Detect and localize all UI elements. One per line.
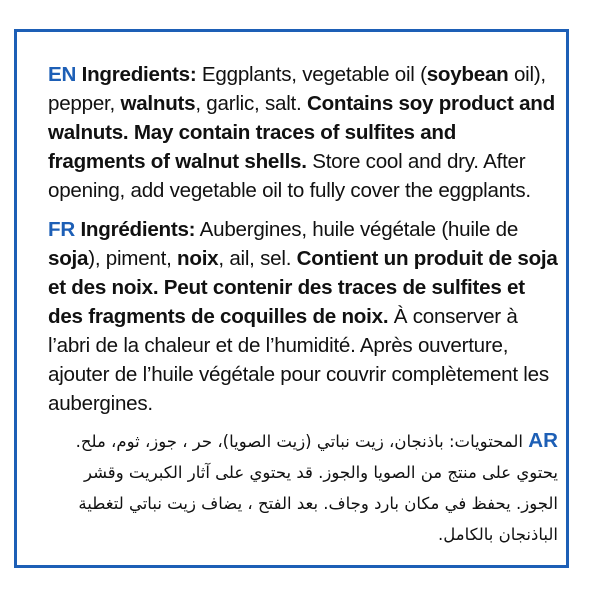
ingredients-text-en-2: oil), pepper, bbox=[48, 63, 546, 115]
ingredients-text-en-1: Eggplants, vegetable oil ( bbox=[196, 63, 427, 86]
allergen-warning-en: Contains soy product and walnuts. May contain traces of sulfites and fragments of walnut shells. bbox=[48, 92, 555, 173]
ingredients-text-fr-1: Aubergines, huile végétale (huile de bbox=[195, 218, 519, 241]
language-code-en: EN bbox=[48, 63, 77, 86]
storage-text-en: Store cool and dry. After opening, add vegetable oil to fully cover the eggplants. bbox=[48, 150, 531, 202]
storage-text-fr: À conserver à l’abri de la chaleur et de l’humidité. Après ouverture, ajouter de l’huile végétale pour couvrir complètement les aubergines. bbox=[48, 305, 549, 415]
english-ingredients bbox=[48, 60, 558, 205]
ingredients-text-en-3: , garlic, salt. bbox=[195, 92, 307, 115]
allergen-soybean: soybean bbox=[426, 63, 509, 86]
allergen-soja: soja bbox=[48, 247, 89, 270]
ingredients-text-fr-3: , ail, sel. bbox=[218, 247, 297, 270]
french-ingredients bbox=[48, 215, 558, 418]
ingredients-text-fr-2: ), piment, bbox=[88, 247, 178, 270]
arabic-ingredients bbox=[40, 425, 558, 550]
allergen-walnuts: walnuts bbox=[120, 92, 196, 115]
allergen-noix: noix bbox=[177, 247, 219, 270]
language-code-fr: FR bbox=[48, 218, 75, 241]
ingredients-text-ar: المحتويات: باذنجان، زيت نباتي (زيت الصويا)، حر ، جوز، ثوم، ملح. يحتوي على منتج من الصويا والجوز. قد يحتوي على آثار الكبريت وقشر الجوز. يحفظ في مكان بارد وجاف. بعد الفتح ، يضاف زيت نباتي لتغطية الباذنجان بالكامل. bbox=[75, 432, 558, 544]
language-code-ar: AR bbox=[528, 429, 558, 452]
ingredients-label-fr: Ingrédients: bbox=[80, 218, 196, 241]
ingredients-label-en: Ingredients: bbox=[81, 63, 197, 86]
allergen-warning-fr: Contient un produit de soja et des noix. Peut contenir des traces de sulfites et des fragments de coquilles de noix. bbox=[48, 247, 558, 328]
